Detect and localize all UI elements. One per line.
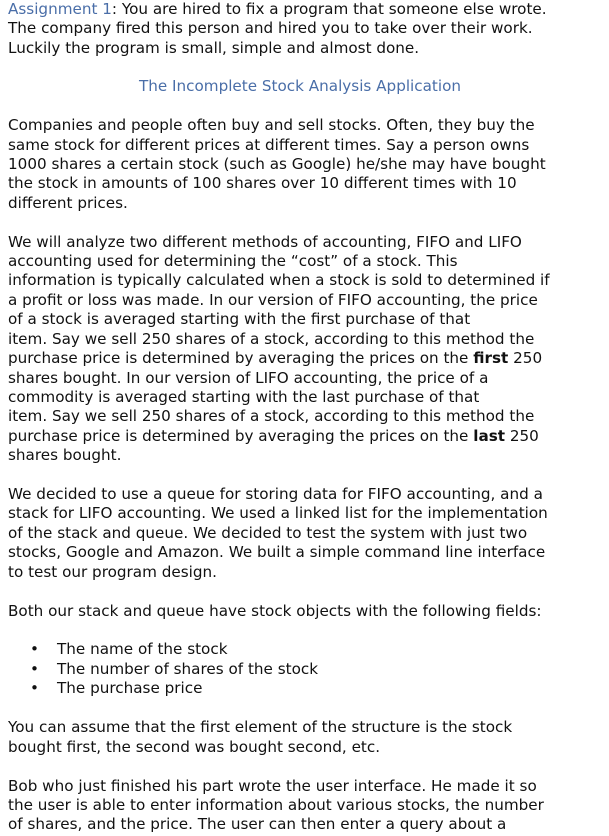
intro-paragraph xyxy=(8,0,606,58)
list-item xyxy=(30,679,606,698)
text-segment: 250 xyxy=(505,426,539,445)
text-segment: 250 xyxy=(508,349,543,368)
paragraph-line: the stock in amounts of 100 shares over 10 different times with 10 xyxy=(8,174,517,193)
paragraph-line: We will analyze two different methods of accounting, FIFO and LIFO xyxy=(8,232,522,251)
paragraph-line: Companies and people often buy and sell stocks. Often, they buy the xyxy=(8,116,535,135)
paragraph-line: a profit or loss was made. In our version of FIFO accounting, the price xyxy=(8,290,538,309)
text-segment: purchase price is determined by averaging the prices on the xyxy=(8,349,474,368)
paragraph-line: of a stock is averaged starting with the first purchase of that xyxy=(8,310,471,329)
paragraph-line: shares bought. xyxy=(8,446,122,465)
list-item-text: The name of the stock xyxy=(57,640,228,659)
document-body xyxy=(8,0,606,835)
text-segment: purchase price is determined by averaging the prices on the xyxy=(8,426,474,445)
intro-line-1 xyxy=(8,0,606,19)
paragraph-stocks-intro xyxy=(8,116,606,213)
paragraph-line: You can assume that the first element of the structure is the stock xyxy=(8,718,513,737)
assignment-label: Assignment 1 xyxy=(8,0,112,18)
paragraph-line: to test our program design. xyxy=(8,562,217,581)
list-item-text: The purchase price xyxy=(57,679,203,698)
paragraph-line xyxy=(8,349,606,368)
paragraph-line: item. Say we sell 250 shares of a stock, according to this method the xyxy=(8,329,535,348)
bullet-icon: • xyxy=(30,659,39,678)
paragraph-line: Both our stack and queue have stock objects with the following fields: xyxy=(8,601,542,620)
list-item xyxy=(30,640,606,659)
intro-line-1-text: : You are hired to fix a program that someone else wrote. xyxy=(111,0,547,18)
list-item xyxy=(30,660,606,679)
intro-line-2: The company fired this person and hired you to take over their work. xyxy=(8,19,533,38)
intro-line-3: Luckily the program is small, simple and almost done. xyxy=(8,38,420,57)
bullet-icon: • xyxy=(30,640,39,659)
emphasis-first: first xyxy=(473,349,509,368)
paragraph-line: stack for LIFO accounting. We used a linked list for the implementation xyxy=(8,504,548,523)
paragraph-structure-order xyxy=(8,718,606,757)
emphasis-last: last xyxy=(473,426,505,445)
paragraph-line: accounting used for determining the “cost” of a stock. This xyxy=(8,252,458,271)
paragraph-line: item. Say we sell 250 shares of a stock, according to this method the xyxy=(8,407,535,426)
paragraph-line: of shares, and the price. The user can then enter a query about a xyxy=(8,815,507,834)
list-item-text: The number of shares of the stock xyxy=(57,659,319,678)
paragraph-line: We decided to use a queue for storing data for FIFO accounting, and a xyxy=(8,485,543,504)
paragraph-line: different prices. xyxy=(8,193,128,212)
paragraph-line: the user is able to enter information about various stocks, the number xyxy=(8,795,544,814)
paragraph-line xyxy=(8,427,606,446)
paragraph-line: same stock for different prices at different times. Say a person owns xyxy=(8,135,530,154)
paragraph-fields-intro xyxy=(8,602,606,621)
paragraph-line: shares bought. In our version of LIFO accounting, the price of a xyxy=(8,368,489,387)
bullet-icon: • xyxy=(30,679,39,698)
paragraph-line: of the stack and queue. We decided to test the system with just two xyxy=(8,523,528,542)
paragraph-line: information is typically calculated when a stock is sold to determined if xyxy=(8,271,550,290)
document-title: The Incomplete Stock Analysis Application xyxy=(138,77,462,96)
paragraph-queue-stack xyxy=(8,485,606,582)
paragraph-line: 1000 shares a certain stock (such as Google) he/she may have bought xyxy=(8,154,546,173)
paragraph-fifo-lifo xyxy=(8,233,606,466)
paragraph-line: stocks, Google and Amazon. We built a simple command line interface xyxy=(8,543,546,562)
fields-bullet-list xyxy=(8,640,606,698)
paragraph-line: bought first, the second was bought second, etc. xyxy=(8,737,381,756)
paragraph-line: commodity is averaged starting with the last purchase of that xyxy=(8,387,480,406)
paragraph-bob-interface xyxy=(8,777,606,835)
paragraph-line: Bob who just finished his part wrote the user interface. He made it so xyxy=(8,776,537,795)
